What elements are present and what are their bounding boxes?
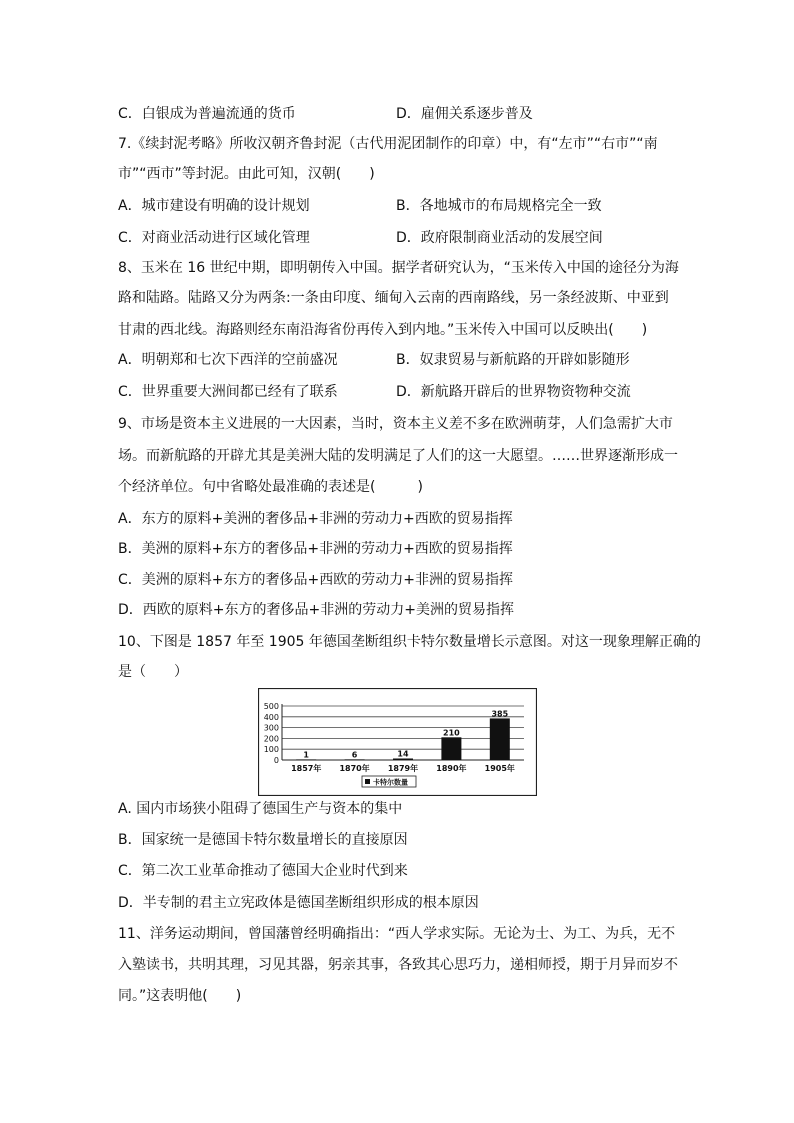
q8-option-d: D．新航路开辟后的世界物资物种交流: [396, 384, 631, 400]
bar-value-label: 1: [303, 750, 309, 760]
q7-option-d: D．政府限制商业活动的发展空间: [396, 230, 603, 246]
q11-stem-line2: 入塾读书，共明其理，习见其器，躬亲其事，各致其心思巧力，递相师授，期于月异而岁不: [118, 957, 678, 973]
q11-stem-line1: 11、洋务运动期间，曾国藩曾经明确指出：“西人学求实际。无论为士、为工、为兵，无不: [118, 926, 676, 942]
q10-stem-line2: 是（ ）: [118, 664, 188, 680]
q7-option-a: A．城市建设有明确的设计规划: [118, 198, 310, 214]
bar: [441, 737, 461, 760]
bar-value-label: 385: [491, 709, 509, 719]
q8-stem-line2: 路和陆路。陆路又分为两条:一条由印度、缅甸入云南的西南路线，另一条经波斯、中亚到: [118, 290, 669, 306]
q9-stem-line1: 9、市场是资本主义进展的一大因素，当时，资本主义差不多在欧洲萌芽，人们急需扩大市: [118, 416, 673, 432]
legend-swatch: [365, 779, 370, 784]
x-tick-label: 1879年: [387, 764, 419, 773]
q10-option-a: A. 国内市场狭小阻碍了德国生产与资本的集中: [118, 801, 403, 817]
y-tick-label: 500: [263, 702, 279, 711]
q6-option-d: D．雇佣关系逐步普及: [396, 106, 533, 122]
bar: [296, 759, 316, 760]
q9-option-d: D．西欧的原料+东方的奢侈品+非洲的劳动力+美洲的贸易指挥: [118, 602, 514, 618]
q10-option-d: D．半专制的君主立宪政体是德国垄断组织形成的根本原因: [118, 895, 479, 911]
y-tick-label: 400: [263, 712, 279, 722]
bar: [393, 758, 413, 760]
q9-option-a: A．东方的原料+美洲的奢侈品+非洲的劳动力+西欧的贸易指挥: [118, 511, 513, 527]
bar-value-label: 14: [397, 749, 409, 759]
x-tick-label: 1857年: [291, 764, 322, 773]
q8-stem-line1: 8、玉米在 16 世纪中期，即明朝传入中国。据学者研究认为，“玉米传入中国的途径分为海: [118, 260, 679, 276]
y-tick-label: 0: [273, 756, 279, 765]
q8-stem-line3: 甘肃的西北线。海路则经东南沿海省份再传入到内地。”玉米传入中国可以反映出( ): [118, 322, 648, 338]
bar-value-label: 6: [351, 750, 358, 760]
q10-stem-line1: 10、下图是 1857 年至 1905 年德国垄断组织卡特尔数量增长示意图。对这一现象理解正确的: [118, 634, 701, 650]
q11-stem-line3: 同。”这表明他( ): [118, 988, 242, 1004]
q8-option-a: A．明朝郑和七次下西洋的空前盛况: [118, 352, 338, 368]
x-tick-label: 1890年: [436, 764, 467, 773]
q9-stem-line3: 个经济单位。句中省略处最准确的表述是( ): [118, 479, 423, 495]
cartel-chart-svg: [258, 688, 537, 796]
q7-option-b: B．各地城市的布局规格完全一致: [396, 198, 602, 214]
q8-option-c: C．世界重要大洲间都已经有了联系: [118, 384, 338, 400]
q6-option-c: C．白银成为普遍流通的货币: [118, 106, 296, 122]
q7-option-c: C．对商业活动进行区域化管理: [118, 230, 310, 246]
bar: [345, 759, 365, 760]
q10-option-c: C．第二次工业革命推动了德国大企业时代到来: [118, 863, 408, 879]
q10-option-b: B．国家统一是德国卡特尔数量增长的直接原因: [118, 832, 408, 848]
q7-stem-line2: 市”“西市”等封泥。由此可知，汉朝( ): [118, 166, 375, 182]
q7-stem-line1: 7.《续封泥考略》所收汉朝齐鲁封泥（古代用泥团制作的印章）中，有“左市”“右市”“南: [118, 136, 658, 152]
q9-option-b: B．美洲的原料+东方的奢侈品+非洲的劳动力+西欧的贸易指挥: [118, 541, 513, 557]
bar-value-label: 210: [443, 728, 460, 738]
legend-label: 卡特尔数量: [373, 778, 408, 787]
y-tick-label: 300: [263, 723, 279, 733]
y-tick-label: 100: [263, 745, 279, 755]
q9-stem-line2: 场。而新航路的开辟尤其是美洲大陆的发明满足了人们的这一大愿望。……世界逐渐形成一: [118, 448, 678, 464]
q8-option-b: B．奴隶贸易与新航路的开辟如影随形: [396, 352, 630, 368]
x-tick-label: 1905年: [484, 764, 515, 773]
y-tick-label: 200: [263, 734, 279, 744]
bar: [490, 718, 510, 760]
q9-option-c: C．美洲的原料+东方的奢侈品+西欧的劳动力+非洲的贸易指挥: [118, 572, 513, 588]
x-tick-label: 1870年: [339, 764, 370, 773]
cartel-chart: [258, 688, 537, 796]
